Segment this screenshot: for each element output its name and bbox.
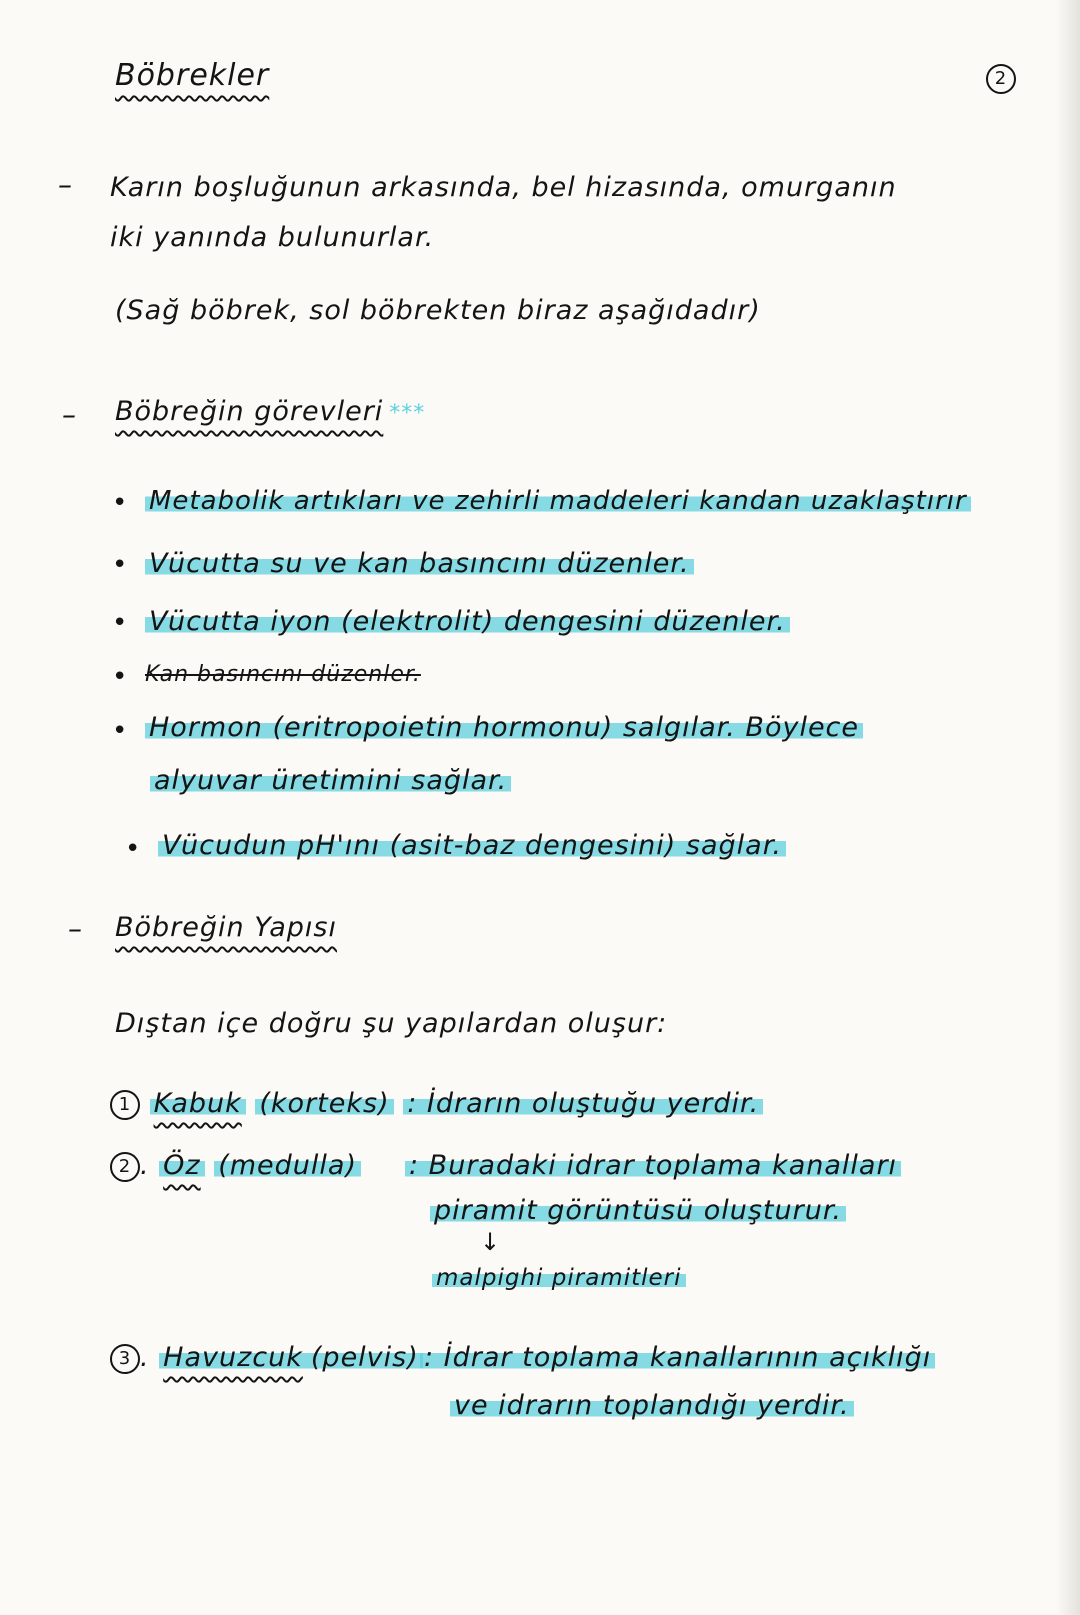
number-circle: 1	[110, 1090, 140, 1120]
arrow-down-icon: ↓	[480, 1228, 501, 1256]
intro-line-1: Karın boşluğunun arkasında, bel hizasında, omurganın	[110, 172, 897, 203]
bullet-icon: •	[112, 662, 128, 692]
part-desc	[420, 1342, 935, 1373]
part-name: Havuzcuk	[159, 1342, 307, 1373]
page-number-circle: 2	[986, 64, 1016, 94]
function-text: Hormon (eritropoietin hormonu) salgılar. Böylece	[145, 712, 863, 743]
function-item	[145, 606, 790, 637]
structure-intro: Dıştan içe doğru şu yapılardan oluşur:	[115, 1008, 668, 1039]
part-name: Kabuk	[150, 1088, 246, 1119]
bullet-icon: •	[125, 834, 141, 864]
function-item-continued	[150, 765, 511, 796]
functions-heading-text: Böbreğin görevleri	[115, 396, 384, 427]
function-item	[145, 712, 863, 743]
part-desc-text: piramit görüntüsü oluşturur.	[430, 1195, 846, 1226]
bullet-icon: •	[112, 550, 128, 580]
stars-icon: ***	[389, 401, 426, 426]
bullet-icon: •	[112, 608, 128, 638]
function-text: Kan basıncını düzenler.	[145, 662, 421, 687]
bullet-icon: •	[112, 716, 128, 746]
page-edge	[1056, 0, 1080, 1615]
part-desc-text: ve idrarın toplandığı yerdir.	[450, 1390, 854, 1421]
intro-note: (Sağ böbrek, sol böbrekten biraz aşağıdadır)	[115, 295, 761, 326]
structure-part-1	[110, 1088, 763, 1120]
function-text: Metabolik artıkları ve zehirli maddeleri kandan uzaklaştırır	[145, 486, 971, 516]
dash-marker: –	[62, 398, 76, 431]
intro-line-2: iki yanında bulunurlar.	[110, 222, 435, 253]
function-item-struck	[145, 662, 421, 687]
part-desc	[430, 1195, 846, 1226]
part-desc-text: : Buradaki idrar toplama kanalları	[405, 1150, 901, 1181]
functions-heading	[115, 396, 425, 427]
function-item	[158, 830, 786, 861]
function-text: Vücutta iyon (elektrolit) dengesini düzenler.	[145, 606, 790, 637]
page-title	[115, 58, 269, 93]
part-sub-text: malpighi piramitleri	[432, 1265, 686, 1291]
part-desc: : İdrarın oluştuğu yerdir.	[403, 1088, 763, 1119]
structure-part-3: 3 . Havuzcuk (pelvis)	[110, 1342, 423, 1374]
number-circle: 3	[110, 1344, 140, 1374]
part-desc	[405, 1150, 901, 1181]
part-latin: (medulla)	[214, 1150, 361, 1181]
function-text: alyuvar üretimini sağlar.	[150, 765, 511, 796]
page-number	[986, 62, 1016, 94]
function-item	[145, 486, 971, 516]
part-desc	[450, 1390, 854, 1421]
part-latin: (pelvis)	[307, 1342, 423, 1373]
number-circle: 2	[110, 1152, 140, 1182]
structure-heading-text: Böbreğin Yapısı	[115, 912, 337, 943]
dash-marker: –	[58, 168, 72, 201]
dash-marker: –	[68, 912, 82, 945]
function-text: Vücudun pH'ını (asit-baz dengesini) sağlar.	[158, 830, 786, 861]
part-latin: (korteks)	[255, 1088, 393, 1119]
title-text: Böbrekler	[115, 58, 270, 93]
part-desc-text: : İdrar toplama kanallarının açıklığı	[420, 1342, 935, 1373]
function-text: Vücutta su ve kan basıncını düzenler.	[145, 548, 694, 579]
part-name: Öz	[159, 1150, 204, 1181]
part-sub	[432, 1265, 686, 1291]
function-item	[145, 548, 694, 579]
structure-part-2: 2 . Öz (medulla)	[110, 1150, 361, 1182]
bullet-icon: •	[112, 488, 128, 518]
structure-heading	[115, 912, 337, 943]
